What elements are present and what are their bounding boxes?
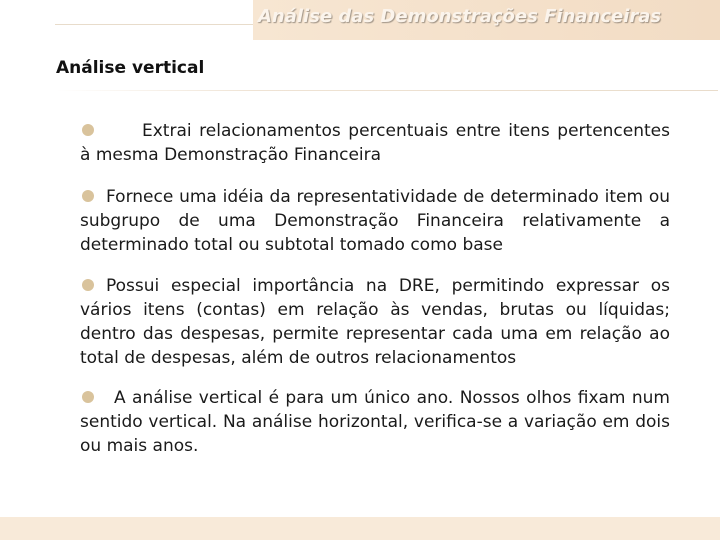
bullet-dot-icon	[82, 279, 94, 291]
bullet-text: A análise vertical é para um único ano. Nossos olhos fixam num sentido vertical. Na análise horizontal, verifica-se a variação em dois ou mais anos.	[80, 388, 670, 456]
bullet-text: Fornece uma idéia da representatividade de determinado item ou subgrupo de uma Demonstração Financeira relativamente a determinado total ou subtotal tomado como base	[80, 187, 670, 255]
bullet-dot-icon	[82, 391, 94, 403]
bullet-text: Possui especial importância na DRE, permitindo expressar os vários itens (contas) em relação às vendas, brutas ou líquidas; dentro das despesas, permite representar cada uma em relação ao total de despesas, além de outros relacionamentos	[80, 276, 670, 368]
bullet-text: Extrai relacionamentos percentuais entre itens pertencentes à mesma Demonstração Financeira	[80, 121, 670, 165]
footer-bar	[0, 517, 720, 540]
bullet-item	[80, 386, 670, 458]
banner-title: Análise das Demonstrações Financeiras	[258, 6, 662, 27]
bullet-item	[80, 185, 670, 257]
bullet-item	[80, 119, 670, 167]
top-rule	[55, 24, 255, 25]
title-underline	[56, 90, 718, 91]
bullet-dot-icon	[82, 190, 94, 202]
bullet-dot-icon	[82, 124, 94, 136]
bullet-item	[80, 274, 670, 370]
slide-title: Análise vertical	[56, 58, 205, 78]
bullet-list	[80, 119, 670, 476]
